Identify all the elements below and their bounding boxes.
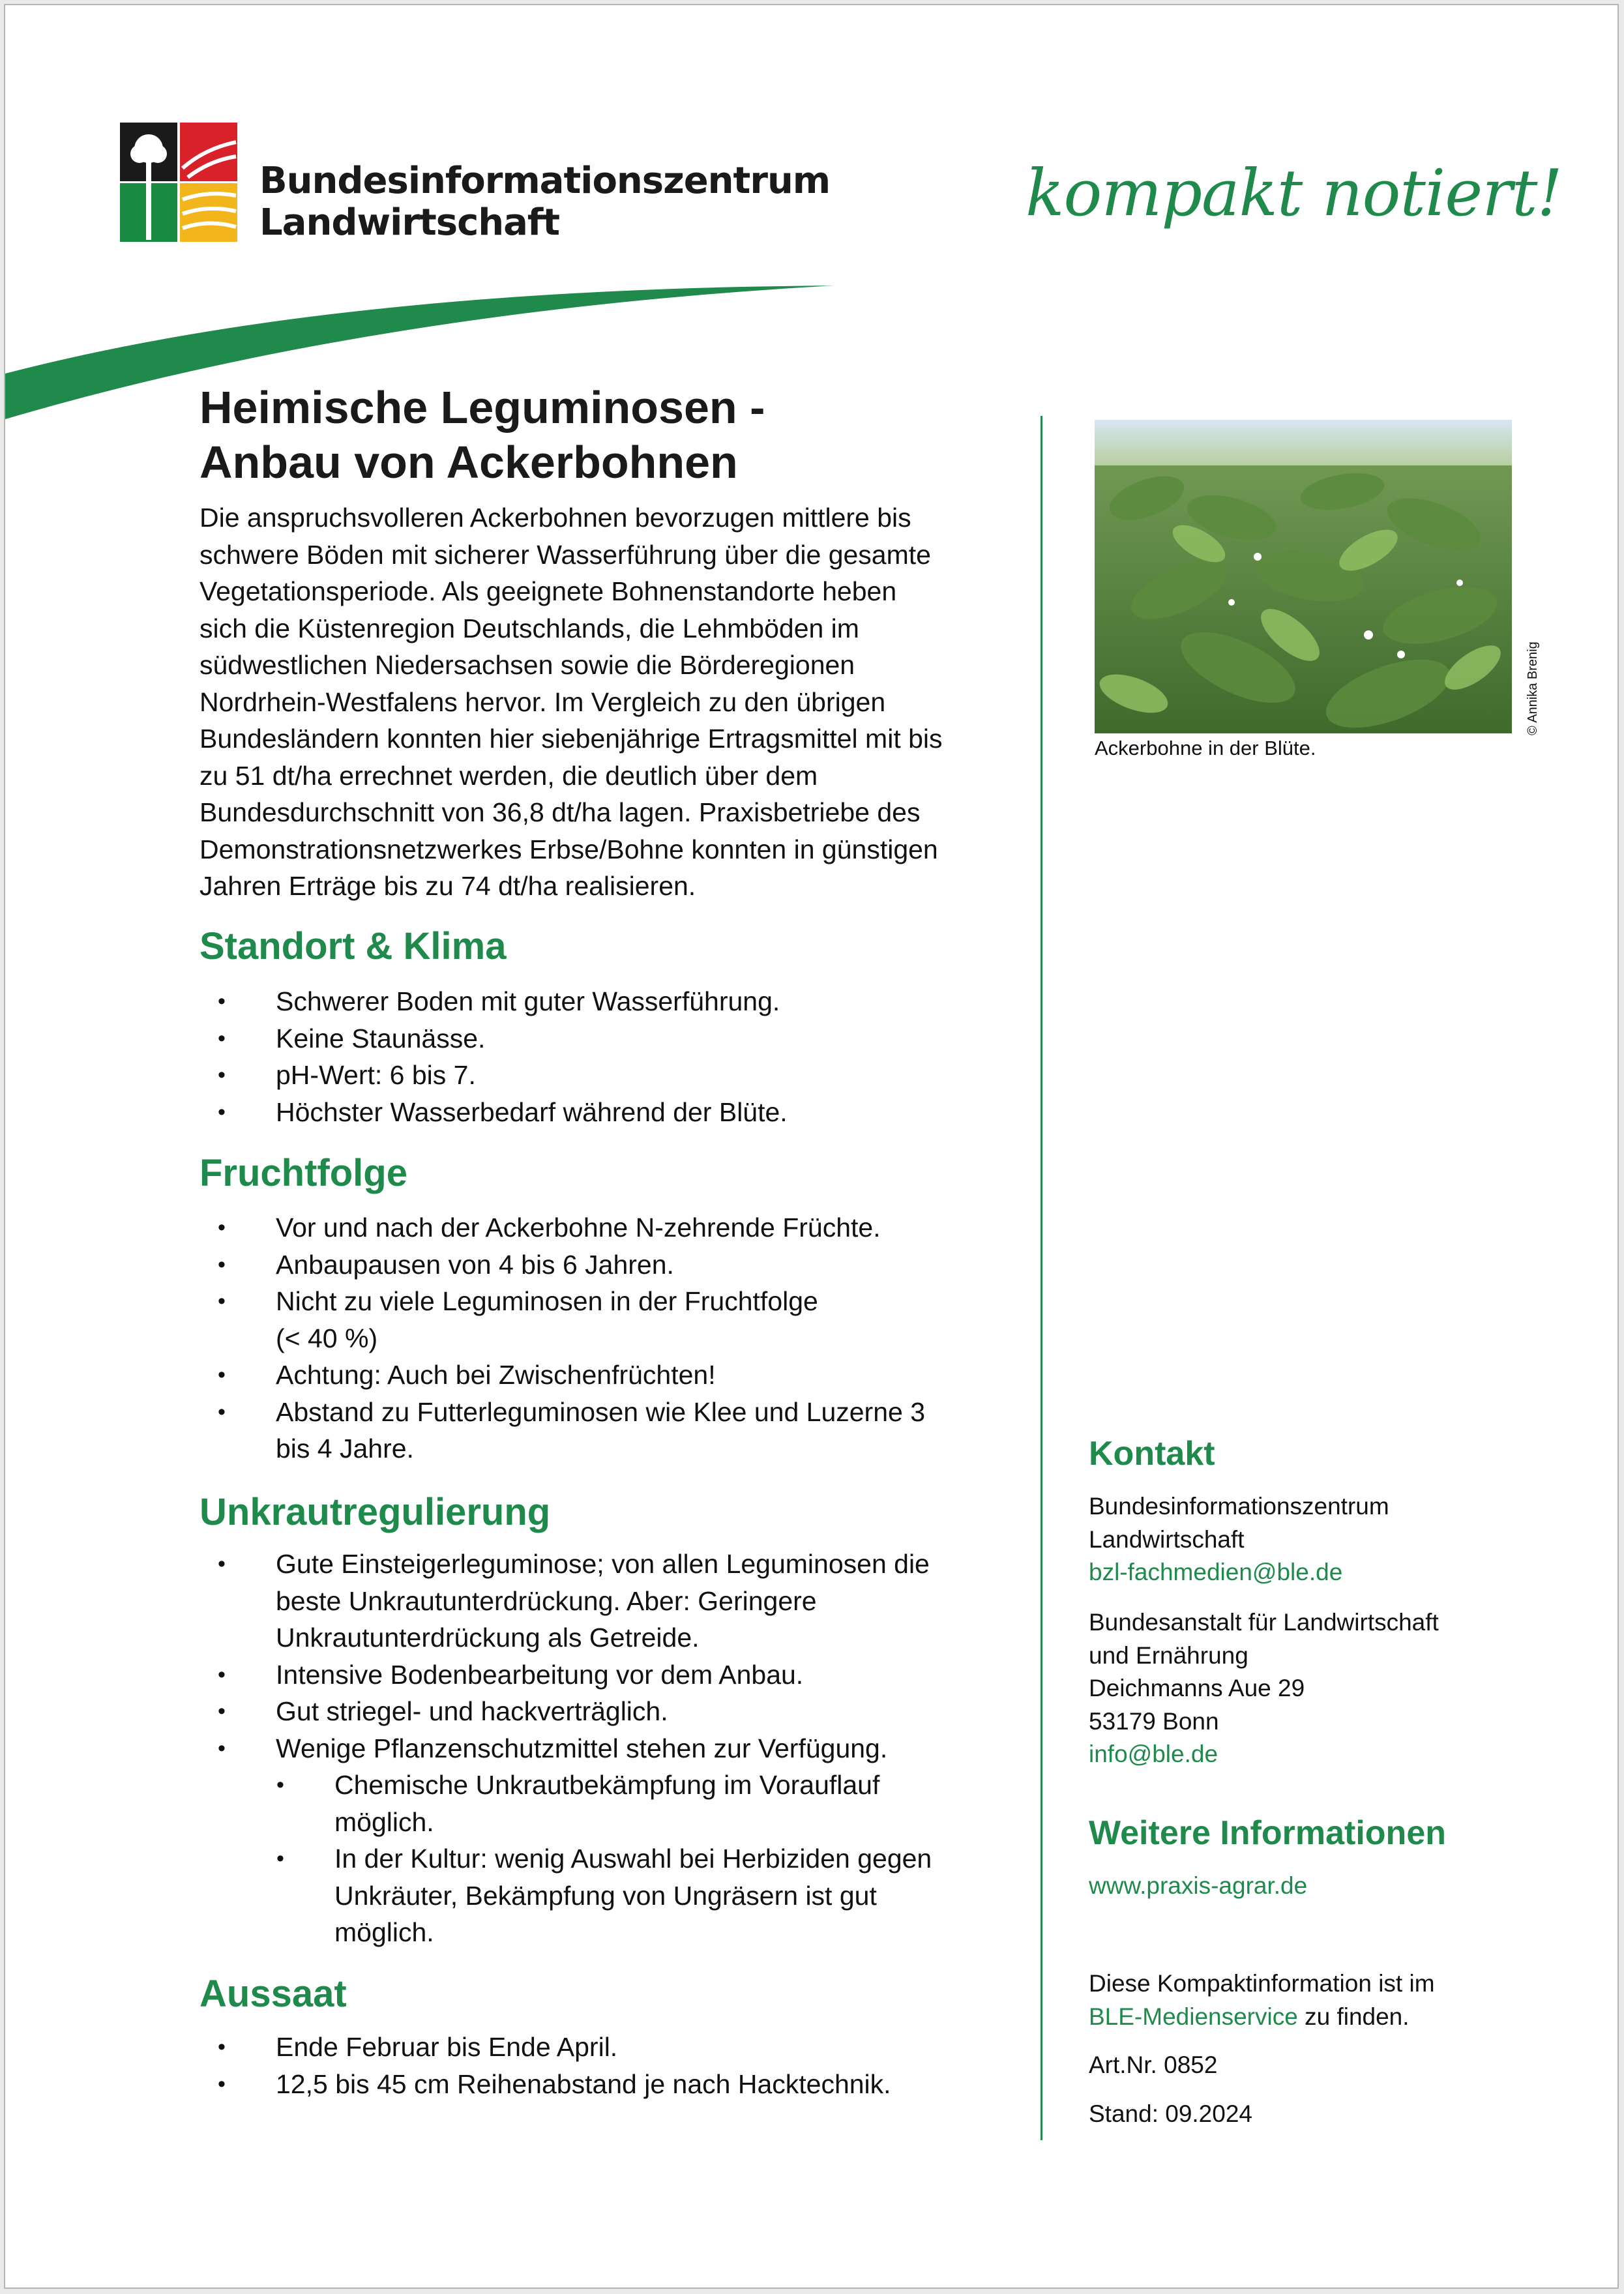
heading-aussaat: Aussaat (199, 1973, 347, 2015)
kontakt-street: Deichmanns Aue 29 (1089, 1675, 1305, 1701)
list-item-text: möglich. (334, 1806, 434, 1837)
list-fruchtfolge (199, 1209, 1047, 1467)
list-item-text: • Schwerer Boden mit guter Wasserführung. (276, 986, 780, 1016)
list-item-text: • 12,5 bis 45 cm Reihenabstand je nach Hacktechnik. (276, 2068, 891, 2099)
intro-line: Bundesdurchschnitt von 36,8 dt/ha lagen. Praxisbetriebe des (199, 797, 921, 827)
ble-medienservice-link[interactable]: BLE-Medienservice (1089, 2003, 1298, 2030)
list-item-text: • Anbaupausen von 4 bis 6 Jahren. (276, 1249, 674, 1280)
intro-line: zu 51 dt/ha errechnet werden, die deutlich über dem (199, 760, 818, 791)
list-item (199, 1020, 1047, 1057)
list-item-text: • Nicht zu viele Leguminosen in der Fruchtfolge (276, 1286, 818, 1316)
heading-unkrautregulierung: Unkrautregulierung (199, 1491, 551, 1533)
page (4, 4, 1619, 2289)
list-item-text: • Gut striegel- und hackverträglich. (276, 1696, 668, 1726)
heading-standort-klima: Standort & Klima (199, 925, 507, 967)
list-item-text: • Wenige Pflanzenschutzmittel stehen zur Verfügung. (276, 1733, 888, 1763)
column-divider (1041, 416, 1042, 2140)
kontakt-org1-line1: Bundesinformationszentrum (1089, 1493, 1389, 1520)
list-item (199, 1209, 1047, 1246)
intro-line: sich die Küstenregion Deutschlands, die Lehmböden im (199, 613, 859, 643)
list-item-text: • Abstand zu Futterleguminosen wie Klee und Luzerne 3 (276, 1396, 926, 1427)
kontakt-org2-line1: Bundesanstalt für Landwirtschaft (1089, 1609, 1439, 1636)
list-standort-klima (199, 983, 1047, 1130)
list-item (199, 1656, 1047, 1694)
photo-caption: Ackerbohne in der Blüte. (1095, 737, 1316, 759)
kontakt-block-bzl (1089, 1490, 1389, 1589)
list-item (199, 1357, 1047, 1394)
intro-line: südwestlichen Niedersachsen sowie die Börderegionen (199, 650, 855, 680)
list-item-text: • pH-Wert: 6 bis 7. (276, 1060, 476, 1090)
list-item-text: • Intensive Bodenbearbeitung vor dem Anbau. (276, 1659, 804, 1690)
list-item (199, 1057, 1047, 1094)
list-item-text: • Chemische Unkrautbekämpfung im Vorauflauf (334, 1770, 880, 1800)
heading-fruchtfolge: Fruchtfolge (199, 1152, 407, 1194)
org-name (259, 160, 830, 244)
org-name-line1: Bundesinformationszentrum (259, 160, 831, 202)
medienservice-line2-rest: zu finden. (1297, 2003, 1410, 2030)
sub-list-item (199, 1840, 1047, 1951)
list-item-text: • Achtung: Auch bei Zwischenfrüchten! (276, 1360, 716, 1390)
kontakt-org2-line2: und Ernährung (1089, 1641, 1248, 1669)
email-link-ble[interactable]: info@ble.de (1089, 1741, 1218, 1767)
title-line1: Heimische Leguminosen - (199, 382, 765, 433)
medienservice-note (1089, 1967, 1435, 2033)
list-unkrautregulierung (199, 1546, 1047, 1951)
heading-kontakt: Kontakt (1089, 1435, 1215, 1473)
stand-date: Stand: 09.2024 (1089, 2100, 1252, 2127)
intro-line: schwere Böden mit sicherer Wasserführung über die gesamte (199, 539, 931, 570)
intro-line: Die anspruchsvolleren Ackerbohnen bevorzugen mittlere bis (199, 503, 911, 533)
intro-paragraph (199, 499, 1034, 905)
list-item-text: Unkräuter, Bekämpfung von Ungräsern ist gut (334, 1880, 877, 1911)
kontakt-block-ble (1089, 1606, 1439, 1771)
intro-line: Nordrhein-Westfalens hervor. Im Vergleich zu den übrigen (199, 686, 886, 717)
tagline: kompakt notiert! (1026, 156, 1562, 231)
list-item-text: • Höchster Wasserbedarf während der Blüte. (276, 1096, 788, 1127)
list-item-text: • Ende Februar bis Ende April. (276, 2032, 618, 2062)
list-item (199, 1730, 1047, 1767)
list-item-text: Unkrautunterdrückung als Getreide. (276, 1623, 700, 1653)
list-item (199, 2029, 1047, 2066)
list-item-text: möglich. (334, 1917, 434, 1947)
bzl-logo-icon (120, 123, 237, 242)
list-item (199, 1246, 1047, 1284)
kontakt-org1-line2: Landwirtschaft (1089, 1525, 1245, 1553)
photo-credit: © Annika Brenig (1526, 641, 1540, 735)
list-item-text: (< 40 %) (276, 1323, 378, 1353)
sub-list-item (199, 1767, 1047, 1840)
list-item (199, 1283, 1047, 1357)
intro-line: Bundesländern konnten hier siebenjährige Ertragsmittel mit bis (199, 724, 943, 754)
list-item-text: • Gute Einsteigerleguminose; von allen Leguminosen die (276, 1549, 930, 1579)
field-beans-photo (1095, 420, 1512, 733)
title-line2: Anbau von Ackerbohnen (199, 437, 738, 488)
intro-line: Demonstrationsnetzwerkes Erbse/Bohne konnten in günstigen (199, 834, 938, 864)
list-item (199, 983, 1047, 1020)
heading-weitere-informationen: Weitere Informationen (1089, 1814, 1447, 1852)
page-title (199, 380, 1047, 490)
list-item (199, 1394, 1047, 1467)
org-name-line2: Landwirtschaft (259, 201, 560, 244)
list-item-text: bis 4 Jahre. (276, 1434, 414, 1463)
list-item (199, 2066, 1047, 2103)
list-item (199, 1094, 1047, 1131)
list-item-text: beste Unkrautunterdrückung. Aber: Geringere (276, 1585, 817, 1616)
list-item (199, 1546, 1047, 1656)
list-item-text: • Vor und nach der Ackerbohne N-zehrende Früchte. (276, 1213, 881, 1243)
kontakt-city: 53179 Bonn (1089, 1707, 1219, 1735)
email-link-bzl[interactable]: bzl-fachmedien@ble.de (1089, 1559, 1343, 1585)
praxis-agrar-link[interactable]: www.praxis-agrar.de (1089, 1872, 1308, 1899)
list-item-text: • In der Kultur: wenig Auswahl bei Herbiziden gegen (334, 1844, 932, 1874)
list-aussaat (199, 2029, 1047, 2102)
intro-line: Vegetationsperiode. Als geeignete Bohnenstandorte heben (199, 576, 897, 606)
list-item-text: • Keine Staunässe. (276, 1023, 486, 1053)
medienservice-line1: Diese Kompaktinformation ist im (1089, 1970, 1435, 1997)
list-item (199, 1693, 1047, 1730)
article-number: Art.Nr. 0852 (1089, 2051, 1218, 2078)
intro-line: Jahren Erträge bis zu 74 dt/ha realisieren. (199, 871, 696, 901)
